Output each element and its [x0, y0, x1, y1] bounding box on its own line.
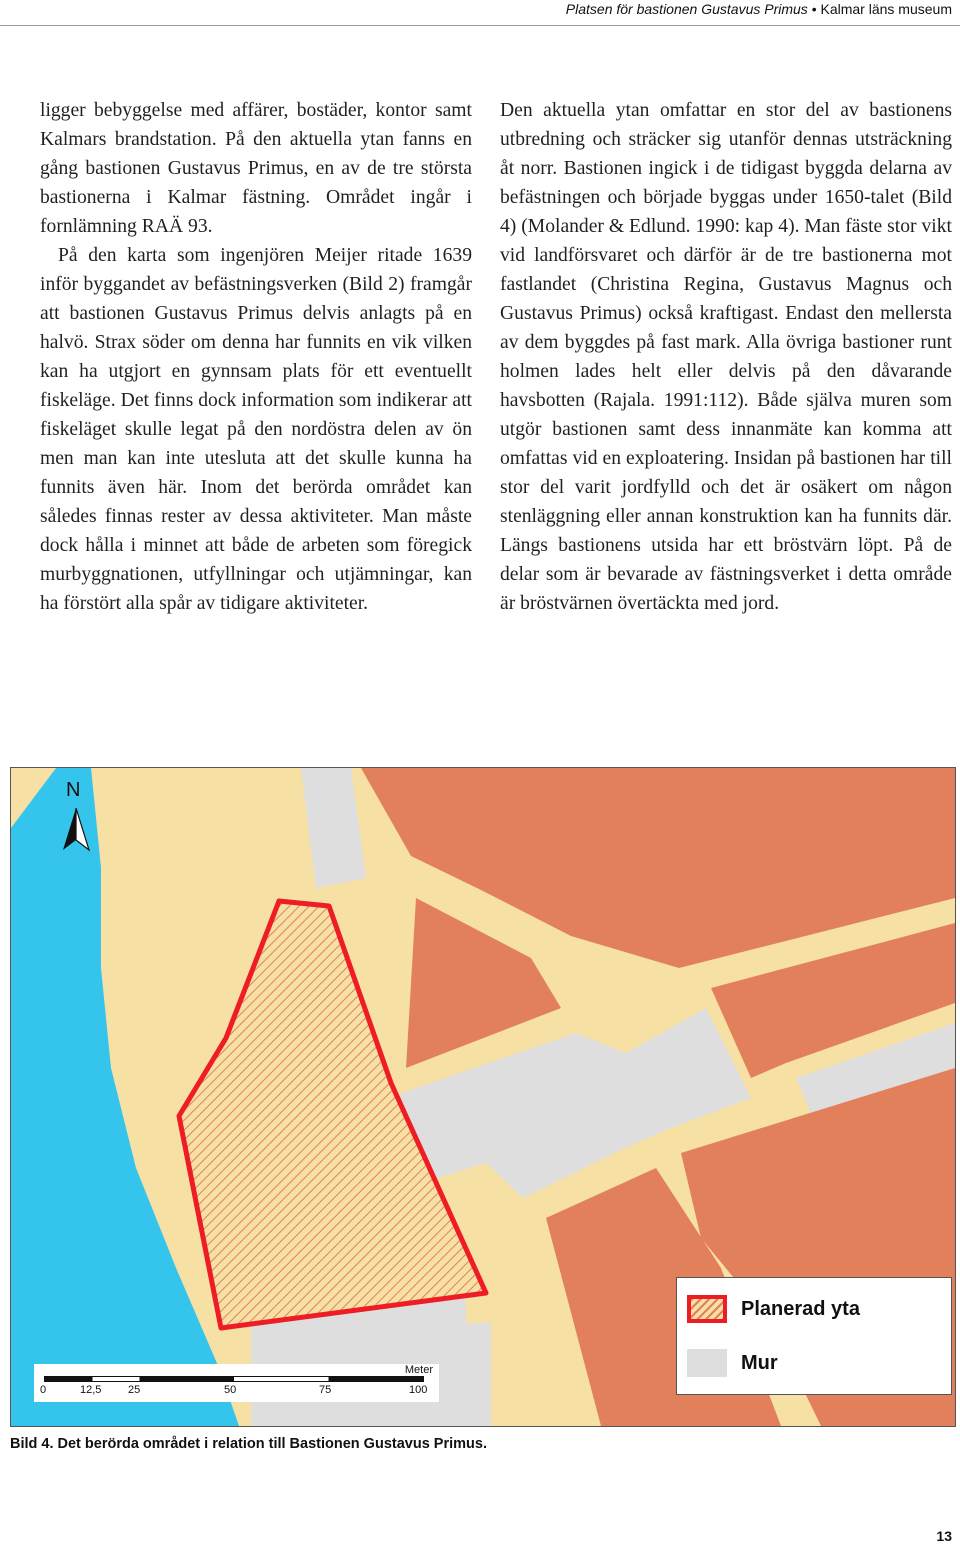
- figure-caption-label: Bild 4.: [10, 1436, 54, 1452]
- north-label: N: [66, 779, 81, 801]
- page-number: 13: [936, 1528, 952, 1544]
- figure-caption: [10, 1436, 487, 1452]
- scale-bar-graphic: [44, 1376, 424, 1382]
- mur-swatch: [687, 1349, 727, 1377]
- scale-unit: Meter: [404, 1364, 433, 1376]
- running-header-organization: Kalmar läns museum: [820, 1, 952, 17]
- legend-label-mur: Mur: [741, 1351, 778, 1374]
- header-rule: [0, 25, 960, 26]
- legend: [676, 1277, 952, 1395]
- scale-tick: 100: [409, 1384, 428, 1396]
- planned-area-swatch: [687, 1295, 727, 1323]
- legend-label-planned-area: Planerad yta: [741, 1297, 860, 1320]
- scale-tick: 0: [40, 1384, 47, 1396]
- scale-tick: 12,5: [80, 1384, 102, 1396]
- left-text-column: [40, 96, 472, 618]
- left-paragraph-2: På den karta som ingenjören Meijer ritade 1639 inför byggandet av befästningsverken (Bild 2) framgår att bastionen Gustavus Primus delvis anlagts på en halvö. Strax söder om denna har funnits en vik vilken kan ha utgjort en gynnsam plats för ett eventuellt fiskeläge. Det finns dock information som indikerar att fiskeläget skulle legat på den nordöstra delen av ön men man kan inte utesluta att det skulle kunna ha funnits även här. Inom det berörda området kan således finnas rester av dessa aktiviteter. Man måste dock hålla i minnet att både de arbeten som föregick murbyggnationen, utfyllningar och utjämningar, kan ha förstört alla spår av tidigare aktiviteter.: [40, 245, 472, 614]
- running-header-separator: •: [811, 1, 817, 17]
- legend-item-mur: [687, 1346, 778, 1380]
- figure-caption-text: Det berörda området i relation till Bastionen Gustavus Primus.: [57, 1436, 487, 1452]
- scale-tick: 75: [319, 1384, 332, 1396]
- scale-tick: 25: [128, 1384, 141, 1396]
- scale-bar: [34, 1364, 439, 1402]
- scale-ticks: [34, 1384, 439, 1398]
- running-header-title: Platsen för bastionen Gustavus Primus: [565, 1, 808, 17]
- scale-tick: 50: [224, 1384, 237, 1396]
- left-paragraph-1: ligger bebyggelse med affärer, bostäder, kontor samt Kalmars brandstation. På den aktuella ytan fanns en gång bastionen Gustavus Primus, en av de tre största bastionerna i Kalmar fästning. Området ingår i fornlämning RAÄ 93.: [40, 100, 472, 237]
- legend-item-planned-area: [687, 1292, 860, 1326]
- running-header: [566, 0, 952, 20]
- right-text-column: [500, 96, 952, 618]
- right-paragraph-1: Den aktuella ytan omfattar en stor del av bastionens utbredning och sträcker sig utanför dennas utsträckning åt norr. Bastionen ingick i de tidigast byggda delarna av befästningen och började byggas under 1650-talet (Bild 4) (Molander & Edlund. 1990: kap 4). Man fäste stor vikt vid landförsvaret och därför är de tre bastionerna mot fastlandet (Christina Regina, Gustavus Magnus och Gustavus Primus) också kraftigast. Endast den mellersta av dem byggdes på fast mark. Alla övriga bastioner runt holmen lades helt eller delvis på den dåvarande havsbotten (Rajala. 1991:112). Både själva muren som utgör bastionen samt dess innanmäte kan komma att omfattas vid en exploatering. Insidan på bastionen har till stor del varit jordfylld och det är osäkert om någon stenläggning eller annan konstruktion kan ha funnits där. Längs bastionens utsida har ett bröstvärn löpt. På de delar som är bevarade av fästningsverket i detta område är bröstvärnen övertäckta med jord.: [500, 100, 952, 614]
